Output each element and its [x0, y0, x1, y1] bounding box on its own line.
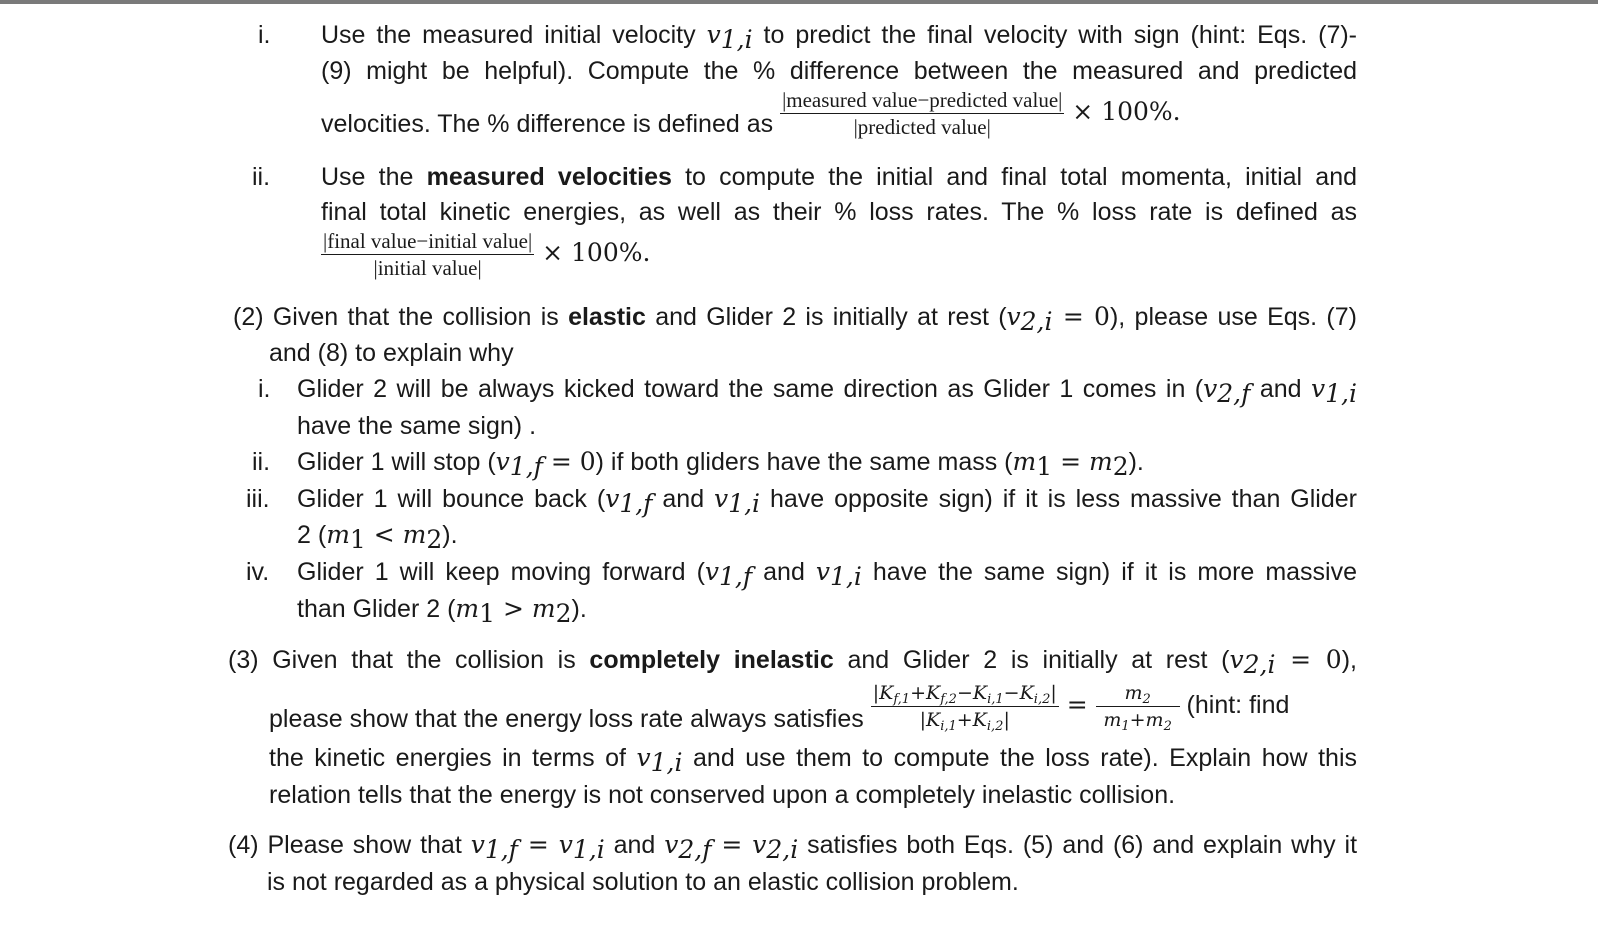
q3-line-1: (3) Given that the collision is completely inelastic and Glider 2 is initially at rest $(v_{2,i} = 0)$, — [228, 645, 1357, 679]
q4-line-2: is not regarded as a physical solution to an elastic collision problem. — [267, 868, 1019, 896]
mass-ratio-fraction: $\frac{m_2}{m_1+m_2}$ — [1096, 680, 1180, 733]
q3-line-3: the kinetic energies in terms of $v_{1,i}$ and use them to compute the loss rate). Explain how this — [269, 743, 1357, 777]
q2-sub-i-line-2: have the same sign) . — [297, 412, 537, 440]
loss-rate-fraction: $\frac{\text{|final value−initial value|}}{\text{|initial value|}}$ — [323, 229, 533, 280]
q2-sub-iii-label: iii. — [246, 485, 270, 513]
q2-sub-i-line-1: Glider 2 will be always kicked toward the same direction as Glider 1 comes in ($v_{2,f}$ and $v_{1,i}$ — [297, 374, 1357, 408]
q2-sub-i-label: i. — [258, 375, 271, 403]
q2-sub-iii-line-1: Glider 1 will bounce back ($v_{1,f}$ and $v_{1,i}$ have opposite sign) if it is less massive than Glider — [297, 484, 1357, 518]
item-ii-label: ii. — [252, 163, 271, 191]
q2-sub-iii-line-2: 2 $(m_1 < m_2)$. — [297, 520, 458, 554]
energy-loss-fraction: $\frac{|K_{f,1}+K_{f,2}-K_{i,1}-K_{i,2}|}{|K_{i,1}+K_{i,2}|}$ — [872, 682, 1057, 734]
q3-line-2: please show that the energy loss rate always satisfies $\frac{|K_{f,1}+K_{f,2}-K_{i,1}-K_{i,2}|}{|K_{i,1}+K_{i,2}|}$ = $\frac{m_2}{m_1+m_2}$ (hint: find — [269, 682, 1290, 734]
q3-line-4: relation tells that the energy is not conserved upon a completely inelastic collision. — [269, 781, 1176, 809]
q2-sub-ii-label: ii. — [252, 448, 271, 476]
percent-difference-fraction: $\frac{\text{|measured value−predicted value|}}{\text{|predicted value|}}$ — [782, 88, 1063, 139]
item-ii-line-1: Use the measured velocities to compute the initial and final total momenta, initial and — [321, 163, 1357, 191]
q2-sub-ii-line: Glider 1 will stop $(v_{1,f} = 0)$ if both gliders have the same mass $(m_1 = m_2)$. — [297, 447, 1144, 481]
q2-sub-iv-label: iv. — [246, 558, 270, 586]
item-ii-line-2: final total kinetic energies, as well as their % loss rates. The % loss rate is defined as — [321, 198, 1357, 226]
top-border — [0, 0, 1598, 4]
q2-line-2: and (8) to explain why — [269, 339, 514, 367]
item-i-line-1: Use the measured initial velocity $v_{1,i}$ to predict the final velocity with sign (hint: Eqs. (7)- — [321, 20, 1357, 54]
q2-line-1: (2) Given that the collision is elastic and Glider 2 is initially at rest $(v_{2,i} = 0)$, please use Eqs. (7) — [233, 302, 1357, 336]
q2-sub-iv-line-2: than Glider 2 $(m_1 > m_2)$. — [297, 594, 587, 628]
item-i-line-3: velocities. The % difference is defined as $\frac{\text{|measured value−predicted value|}}{\text{|predicted value|}}$ × 100%. — [321, 88, 1181, 139]
item-ii-line-3: $\frac{\text{|final value−initial value|}}{\text{|initial value|}}$ × 100%. — [323, 229, 651, 280]
item-i-line-2: (9) might be helpful). Compute the % difference between the measured and predicted — [321, 57, 1357, 85]
item-i-label: i. — [258, 21, 271, 49]
q2-sub-iv-line-1: Glider 1 will keep moving forward ($v_{1,f}$ and $v_{1,i}$ have the same sign) if it is more massive — [297, 557, 1357, 591]
q4-line-1: (4) Please show that $v_{1,f} = v_{1,i}$ and $v_{2,f} = v_{2,i}$ satisfies both Eqs. (5) and (6) and explain why it — [228, 830, 1358, 864]
